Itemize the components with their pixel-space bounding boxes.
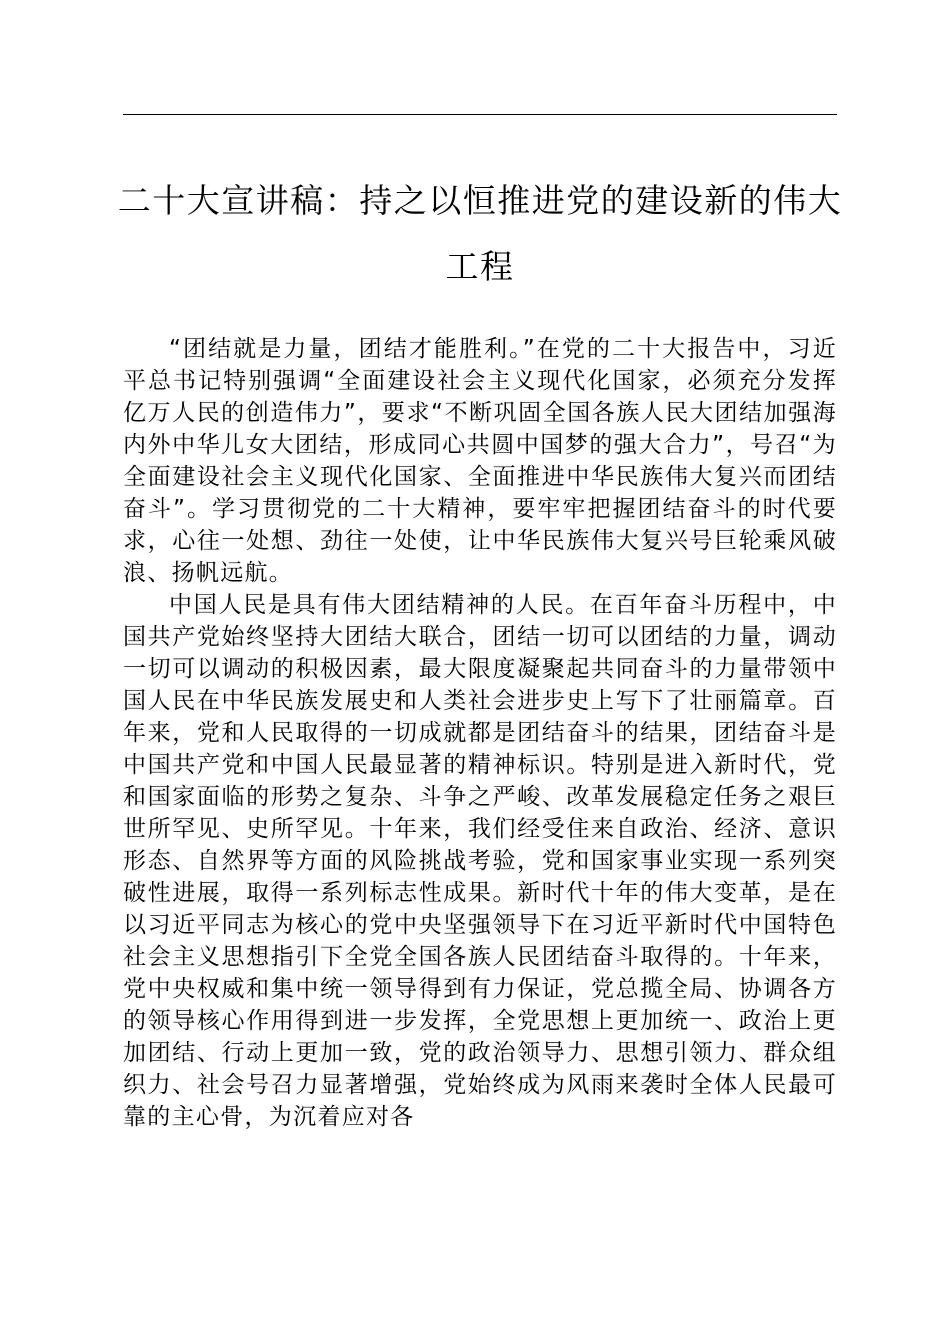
body-paragraph: 中国人民是具有伟大团结精神的人民。在百年奋斗历程中，中国共产党始终坚持大团结大联合，团结一切可以团结的力量，调动一切可以调动的积极因素，最大限度凝聚起共同奋斗的力量带领中国人民在中华民族发展史和人类社会进步史上写下了壮丽篇章。百年来，党和人民取得的一切成就都是团结奋斗的结果，团结奋斗是中国共产党和中国人民最显著的精神标识。特别是进入新时代，党和国家面临的形势之复杂、斗争之严峻、改革发展稳定任务之艰巨世所罕见、史所罕见。十年来，我们经受住来自政治、经济、意识形态、自然界等方面的风险挑战考验，党和国家事业实现一系列突破性进展，取得一系列标志性成果。新时代十年的伟大变革，是在以习近平同志为核心的党中央坚强领导下在习近平新时代中国特色社会主义思想指引下全党全国各族人民团结奋斗取得的。十年来，党中央权威和集中统一领导得到有力保证，党总揽全局、协调各方的领导核心作用得到进一步发挥，全党思想上更加统一、政治上更加团结、行动上更加一致，党的政治领导力、思想引领力、群众组织力、社会号召力显著增强，党始终成为风雨来袭时全体人民最可靠的主心骨，为沉着应对各 (123, 592, 837, 1130)
header-rule (123, 114, 837, 115)
body-paragraph: “团结就是力量，团结才能胜利。”在党的二十大报告中，习近平总书记特别强调“全面建设社会主义现代化国家，必须充分发挥亿万人民的创造伟力”，要求“不断巩固全国各族人民大团结加强海内外中华儿女大团结，形成同心共圆中国梦的强大合力”，号召“为全面建设社会主义现代化国家、全面推进中华民族伟大复兴而团结奋斗”。学习贯彻党的二十大精神，要牢牢把握团结奋斗的时代要求，心往一处想、劲往一处使，让中华民族伟大复兴号巨轮乘风破浪、扬帆远航。 (123, 336, 837, 586)
document-body (123, 333, 837, 1133)
document-title: 二十大宣讲稿：持之以恒推进党的建设新的伟大工程 (117, 181, 843, 286)
